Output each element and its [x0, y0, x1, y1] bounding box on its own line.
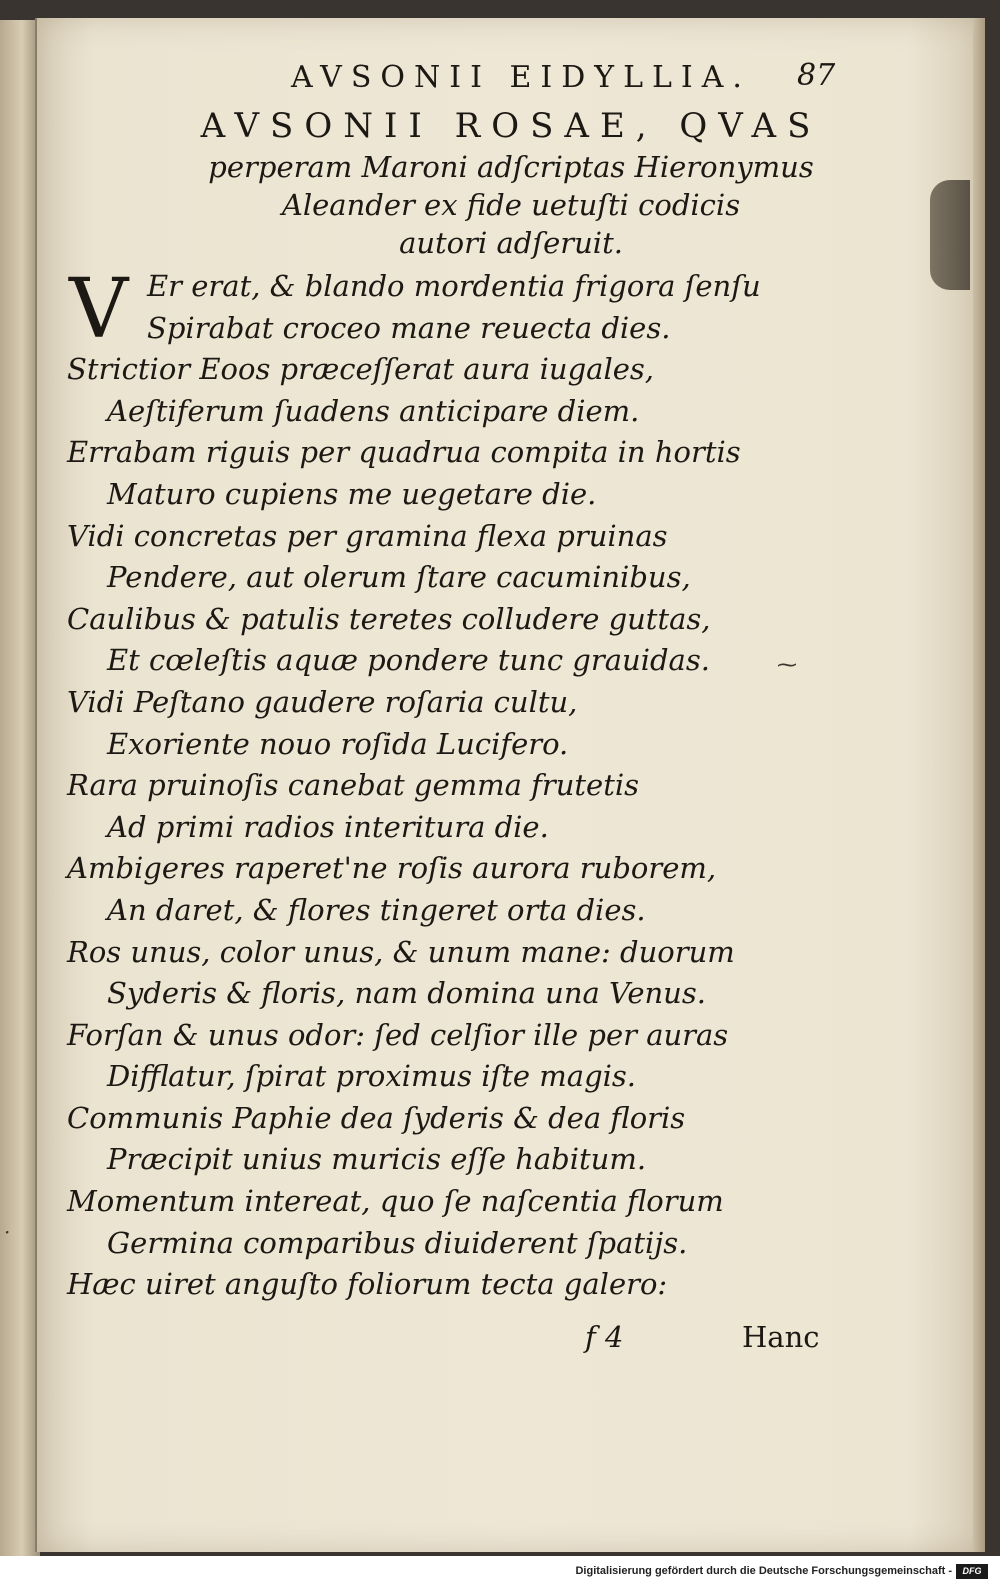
funding-credit: Digitalisierung gefördert durch die Deutsche Forschungsgemeinschaft - [575, 1565, 952, 1577]
title-line-1: AVSONII ROSAE, QVAS [200, 106, 822, 146]
bookmark-tab [930, 180, 970, 290]
verse-line: Vidi Peſtano gaudere roſaria cultu, [67, 684, 578, 719]
verse-line: Pendere, aut olerum ſtare cacuminibus, [107, 560, 691, 595]
verse-line: Strictior Eoos præceſſerat aura iugales, [67, 352, 654, 387]
verse-line: Exoriente nouo roſida Lucifero. [107, 726, 569, 761]
title-line-2: perperam Maroni adſcriptas Hieronymus [208, 150, 814, 184]
verse-line: Difflatur, ſpirat proximus iſte magis. [107, 1059, 637, 1094]
page-footer-marks [37, 1320, 985, 1360]
catchword: Hanc [742, 1320, 820, 1354]
book-page [35, 18, 985, 1552]
dfg-logo: DFG [956, 1564, 988, 1579]
running-head: AVSONII EIDYLLIA. [291, 60, 751, 95]
verse-line: Hæc uiret anguſto foliorum tecta galero: [67, 1267, 668, 1302]
verse-line: Er erat, & blando mordentia frigora ſenſu [147, 269, 761, 303]
poem-title [37, 104, 985, 262]
verse-line: Aeſtiferum ſuadens anticipare diem. [107, 393, 640, 428]
verse-line: Rara pruinoſis canebat gemma frutetis [67, 768, 640, 803]
verse-line: An daret, & flores tingeret orta dies. [107, 892, 646, 927]
verse-line: Et cœleſtis aquæ pondere tunc grauidas. [107, 643, 710, 678]
digitization-footer [0, 1556, 1000, 1588]
verse-line: Spirabat croceo mane reuecta dies. [147, 310, 671, 345]
verse-line: Vidi concretas per gramina flexa pruinas [67, 518, 668, 553]
title-line-4: autori adſeruit. [399, 226, 623, 260]
verse-line: Errabam riguis per quadrua compita in hortis [67, 435, 741, 470]
drop-cap: V [69, 262, 129, 357]
verse-line: Maturo cupiens me uegetare die. [107, 476, 597, 511]
verse-line: Forſan & unus odor: ſed celſior ille per auras [67, 1017, 729, 1052]
title-line-3: Aleander ex fide uetuſti codicis [281, 188, 741, 222]
verse-line: Syderis & floris, nam domina una Venus. [107, 976, 706, 1011]
verse-line: Ambigeres raperet'ne roſis aurora ruborem, [67, 851, 717, 886]
verse-line: Ad primi radios interitura die. [107, 809, 549, 844]
facing-page-edge: · [0, 20, 40, 1556]
signature-mark: f 4 [585, 1320, 624, 1354]
verse-line: Caulibus & patulis teretes colludere guttas, [67, 601, 711, 636]
verse-line: Ros unus, color unus, & unum mane: duorum [67, 934, 735, 969]
poem-text [67, 262, 967, 1306]
page-number: 87 [797, 58, 836, 93]
margin-mark: ⁓ [777, 652, 797, 676]
verse-line: Momentum intereat, quo ſe naſcentia florum [67, 1184, 724, 1219]
verse-line: Præcipit unius muricis eſſe habitum. [107, 1142, 647, 1177]
verse-line: Communis Paphie dea ſyderis & dea floris [67, 1100, 686, 1135]
verse-line: Germina comparibus diuiderent ſpatijs. [107, 1225, 688, 1260]
